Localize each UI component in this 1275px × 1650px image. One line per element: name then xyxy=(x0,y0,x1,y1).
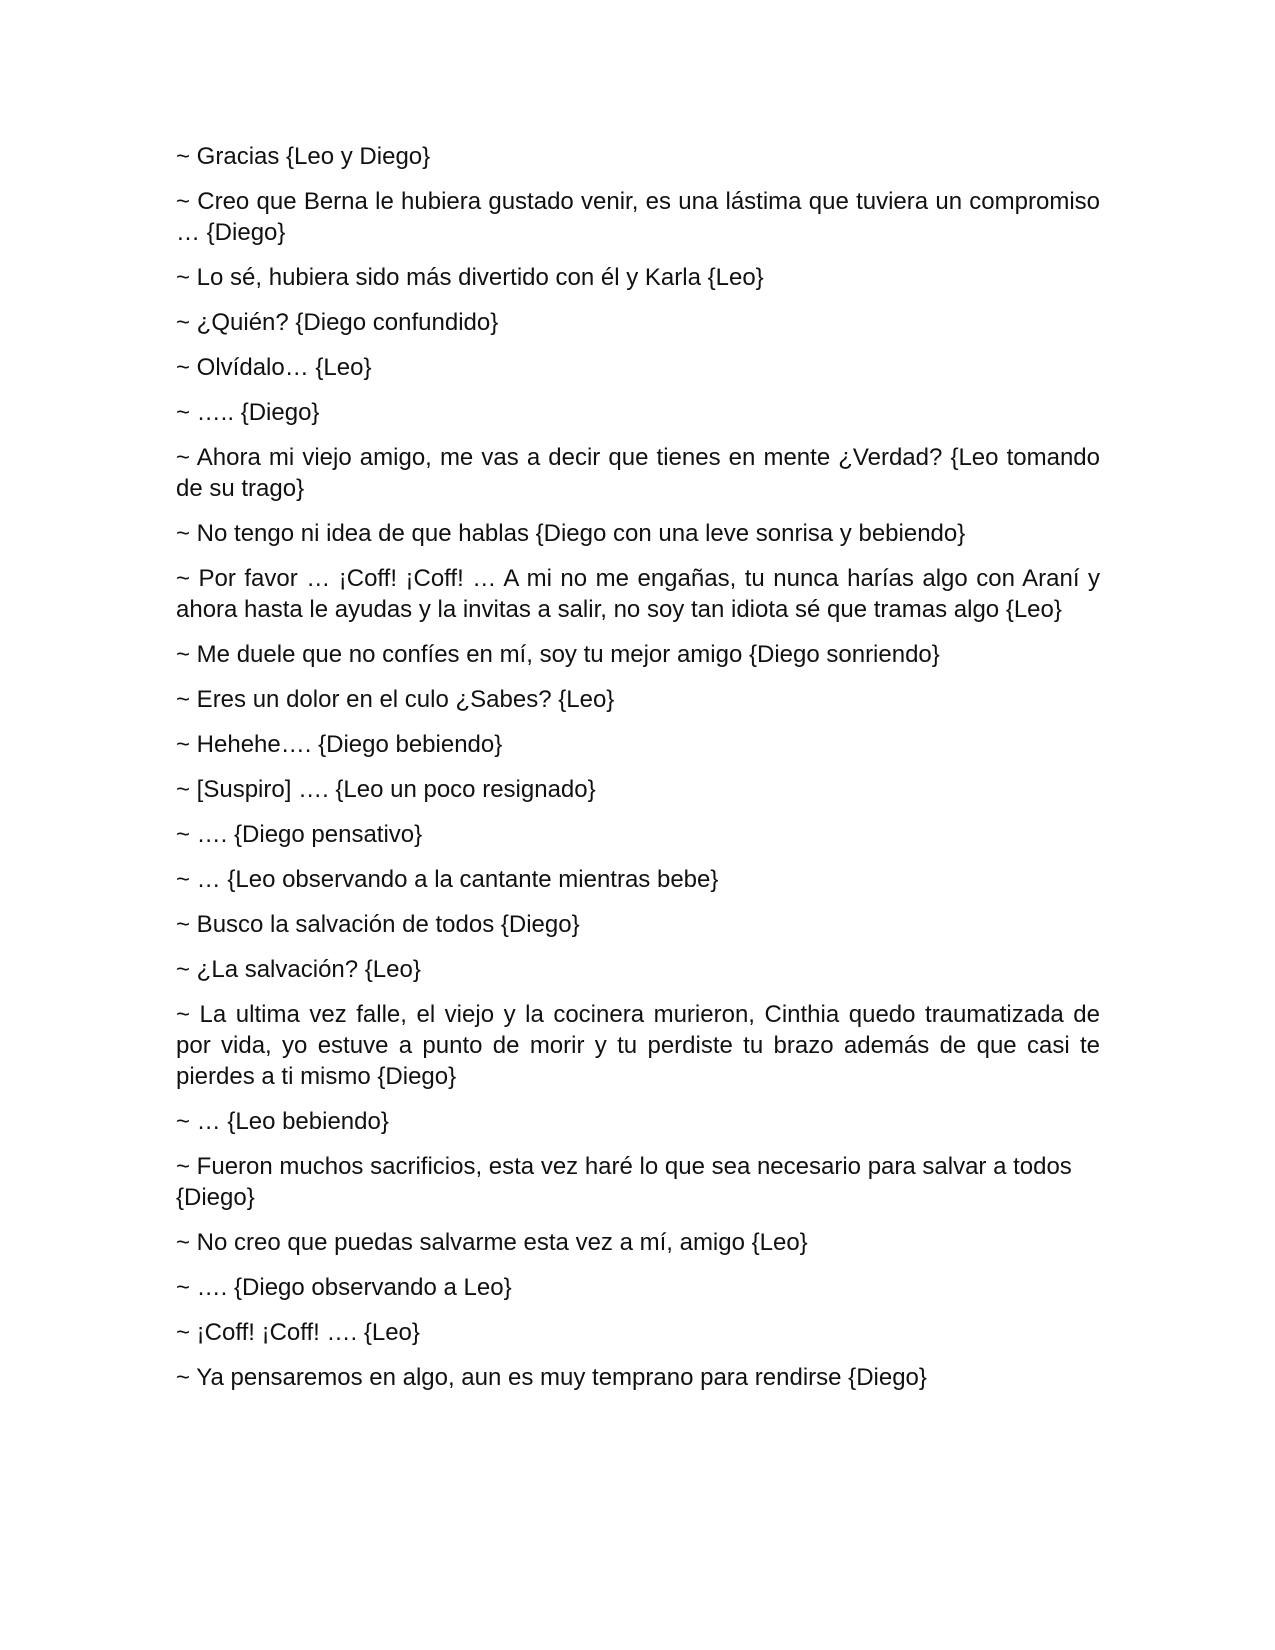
dialogue-line: ~ ¿Quién? {Diego confundido} xyxy=(176,309,499,336)
dialogue-line: ~ Gracias {Leo y Diego} xyxy=(176,143,431,170)
document-body xyxy=(176,141,1100,1407)
dialogue-line: ~ … {Leo bebiendo} xyxy=(176,1108,389,1135)
dialogue-line: ~ Ahora mi viejo amigo, me vas a decir que tienes en mente ¿Verdad? {Leo tomando de su trago} xyxy=(176,444,1100,502)
dialogue-line: ~ Me duele que no confíes en mí, soy tu mejor amigo {Diego sonriendo} xyxy=(176,641,940,668)
dialogue-line: ~ Ya pensaremos en algo, aun es muy temprano para rendirse {Diego} xyxy=(176,1364,927,1391)
dialogue-line: ~ Creo que Berna le hubiera gustado venir, es una lástima que tuviera un compromiso … {Diego} xyxy=(176,188,1100,246)
dialogue-line: ~ Por favor … ¡Coff! ¡Coff! … A mi no me engañas, tu nunca harías algo con Araní y ahora hasta le ayudas y la invitas a salir, no soy tan idiota sé que tramas algo {Leo} xyxy=(176,565,1100,623)
dialogue-line: ~ ¡Coff! ¡Coff! …. {Leo} xyxy=(176,1319,420,1346)
dialogue-line: ~ No tengo ni idea de que hablas {Diego con una leve sonrisa y bebiendo} xyxy=(176,520,966,547)
dialogue-line: ~ Lo sé, hubiera sido más divertido con él y Karla {Leo} xyxy=(176,264,764,291)
dialogue-line: ~ ¿La salvación? {Leo} xyxy=(176,956,421,983)
dialogue-line: ~ Hehehe…. {Diego bebiendo} xyxy=(176,731,503,758)
dialogue-line: ~ … {Leo observando a la cantante mientras bebe} xyxy=(176,866,719,893)
dialogue-line: ~ Eres un dolor en el culo ¿Sabes? {Leo} xyxy=(176,686,615,713)
dialogue-line: ~ …. {Diego observando a Leo} xyxy=(176,1274,512,1301)
dialogue-line: ~ ….. {Diego} xyxy=(176,399,320,426)
dialogue-line: ~ …. {Diego pensativo} xyxy=(176,821,423,848)
dialogue-line: ~ Fueron muchos sacrificios, esta vez haré lo que sea necesario para salvar a todos {Diego} xyxy=(176,1153,1072,1211)
dialogue-line: ~ No creo que puedas salvarme esta vez a mí, amigo {Leo} xyxy=(176,1229,808,1256)
dialogue-line: ~ Olvídalo… {Leo} xyxy=(176,354,372,381)
dialogue-line: ~ Busco la salvación de todos {Diego} xyxy=(176,911,580,938)
dialogue-line: ~ [Suspiro] …. {Leo un poco resignado} xyxy=(176,776,596,803)
dialogue-line: ~ La ultima vez falle, el viejo y la cocinera murieron, Cinthia quedo traumatizada de por vida, yo estuve a punto de morir y tu perdiste tu brazo además de que casi te pierdes a ti mismo {Diego} xyxy=(176,1001,1100,1090)
